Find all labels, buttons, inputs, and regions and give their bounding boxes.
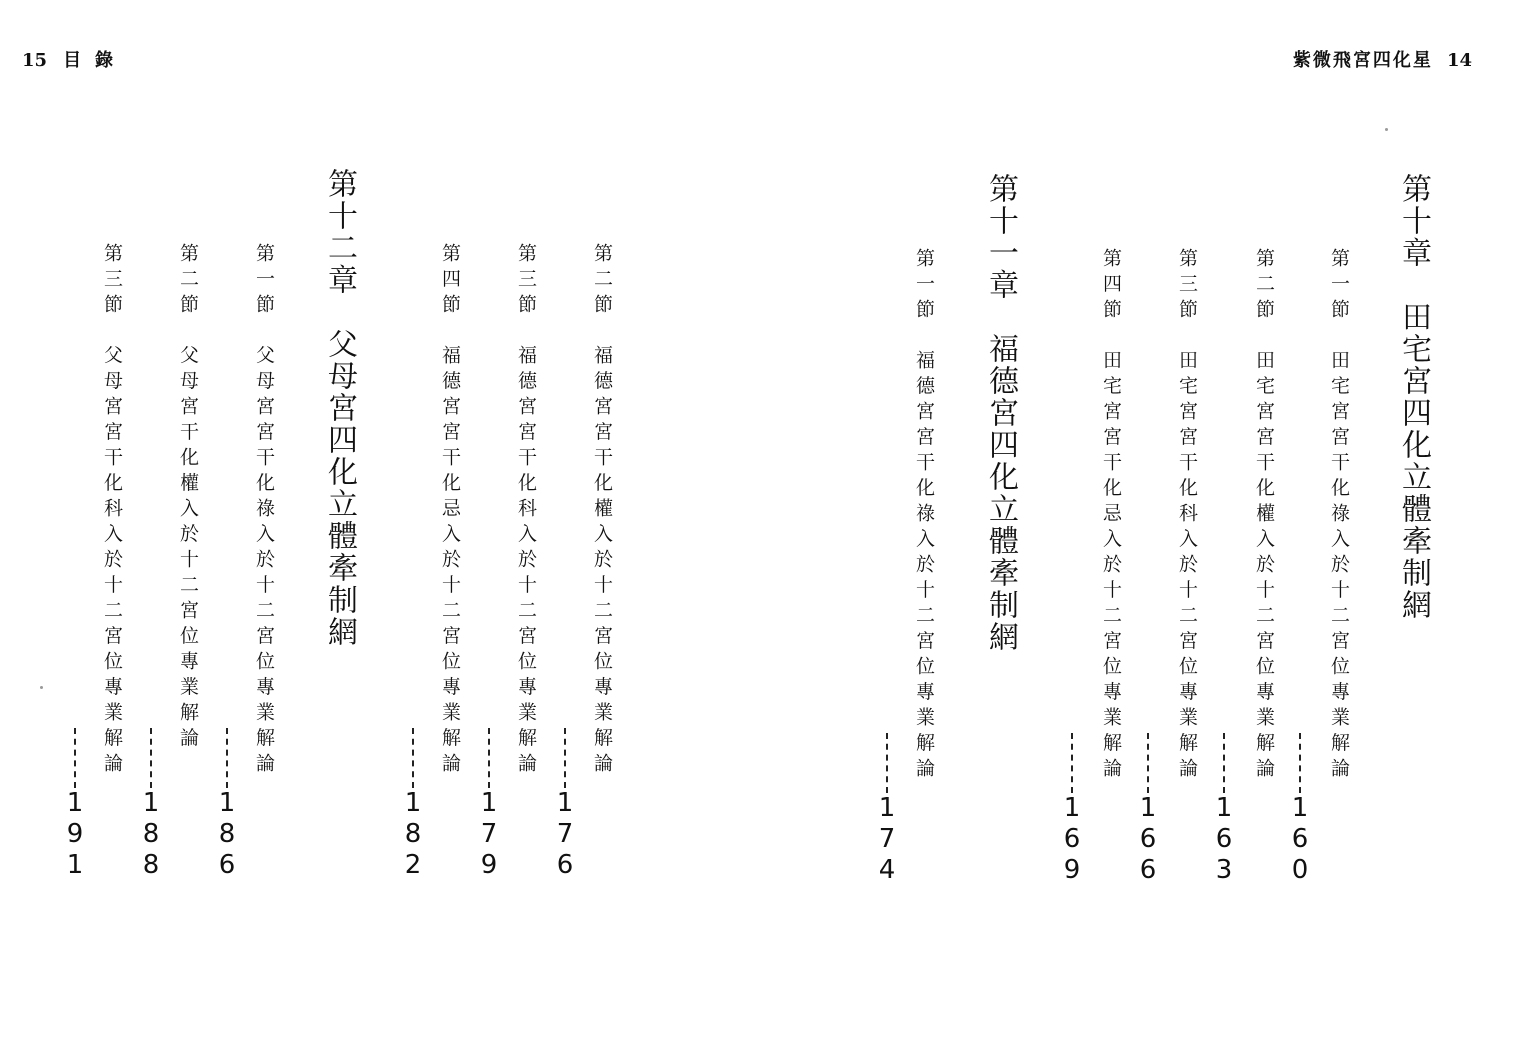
toc-leader bbox=[134, 728, 168, 881]
toc-section[interactable] bbox=[509, 243, 543, 779]
dotted-leader bbox=[1147, 733, 1149, 793]
toc-page-number[interactable]: 174 bbox=[872, 793, 902, 886]
toc-section-title: 第三節 福德宮宮干化科入於十二宮位專業解論 bbox=[515, 243, 537, 779]
toc-section[interactable] bbox=[247, 243, 281, 779]
page-header-right bbox=[1293, 46, 1472, 72]
toc-section-title: 第一節 田宅宮宮干化祿入於十二宮位專業解論 bbox=[1328, 248, 1350, 784]
toc-page-number[interactable]: 163 bbox=[1209, 793, 1239, 886]
page-number: 15 bbox=[22, 50, 48, 71]
page-header-left bbox=[22, 46, 127, 72]
page-number: 14 bbox=[1446, 50, 1472, 71]
toc-section-title: 第二節 父母宮干化權入於十二宮位專業解論 bbox=[177, 243, 199, 753]
toc-leader bbox=[396, 728, 430, 881]
running-title: 目錄 bbox=[63, 50, 128, 71]
toc-leader bbox=[1283, 733, 1317, 886]
toc-chapter-title: 第十一章 福德宮四化立體牽制網 bbox=[983, 173, 1018, 653]
toc-section[interactable] bbox=[433, 243, 467, 779]
toc-chapter[interactable] bbox=[322, 168, 356, 648]
dotted-leader bbox=[1071, 733, 1073, 793]
dotted-leader bbox=[1299, 733, 1301, 793]
toc-page-number[interactable]: 182 bbox=[398, 788, 428, 881]
toc-leader bbox=[472, 728, 506, 881]
toc-page-number[interactable]: 179 bbox=[474, 788, 504, 881]
toc-leader bbox=[58, 728, 92, 881]
toc-section[interactable] bbox=[1247, 248, 1281, 784]
toc-section[interactable] bbox=[1170, 248, 1204, 784]
toc-page-number[interactable]: 188 bbox=[136, 788, 166, 881]
toc-section[interactable] bbox=[95, 243, 129, 779]
toc-page-number[interactable]: 160 bbox=[1285, 793, 1315, 886]
toc-section[interactable] bbox=[1322, 248, 1356, 784]
toc-section[interactable] bbox=[1094, 248, 1128, 784]
dotted-leader bbox=[74, 728, 76, 788]
toc-chapter-title: 第十章 田宅宮四化立體牽制網 bbox=[1396, 173, 1431, 621]
scan-speck bbox=[1385, 128, 1388, 131]
scan-speck bbox=[40, 686, 43, 689]
dotted-leader bbox=[488, 728, 490, 788]
toc-section-title: 第一節 福德宮宮干化祿入於十二宮位專業解論 bbox=[913, 248, 935, 784]
toc-chapter-title: 第十二章 父母宮四化立體牽制網 bbox=[322, 168, 357, 648]
dotted-leader bbox=[226, 728, 228, 788]
dotted-leader bbox=[150, 728, 152, 788]
toc-page-number[interactable]: 176 bbox=[550, 788, 580, 881]
running-title: 紫微飛宮四化星 bbox=[1292, 50, 1433, 71]
toc-page-number[interactable]: 186 bbox=[212, 788, 242, 881]
dotted-leader bbox=[886, 733, 888, 793]
toc-page-number[interactable]: 169 bbox=[1057, 793, 1087, 886]
dotted-leader bbox=[412, 728, 414, 788]
toc-leader bbox=[870, 733, 904, 886]
toc-leader bbox=[1207, 733, 1241, 886]
toc-leader bbox=[548, 728, 582, 881]
toc-section-title: 第四節 福德宮宮干化忌入於十二宮位專業解論 bbox=[439, 243, 461, 779]
toc-section-title: 第四節 田宅宮宮干化忌入於十二宮位專業解論 bbox=[1100, 248, 1122, 784]
toc-section[interactable] bbox=[585, 243, 619, 779]
toc-section[interactable] bbox=[907, 248, 941, 784]
toc-section-title: 第三節 父母宮宮干化科入於十二宮位專業解論 bbox=[101, 243, 123, 779]
toc-page-number[interactable]: 166 bbox=[1133, 793, 1163, 886]
toc-section-title: 第二節 福德宮宮干化權入於十二宮位專業解論 bbox=[591, 243, 613, 779]
dotted-leader bbox=[1223, 733, 1225, 793]
toc-leader bbox=[1131, 733, 1165, 886]
toc-section-title: 第三節 田宅宮宮干化科入於十二宮位專業解論 bbox=[1176, 248, 1198, 784]
toc-section[interactable] bbox=[171, 243, 205, 753]
dotted-leader bbox=[564, 728, 566, 788]
toc-chapter[interactable] bbox=[983, 173, 1017, 653]
right-page bbox=[767, 0, 1534, 1061]
toc-leader bbox=[210, 728, 244, 881]
toc-page-number[interactable]: 191 bbox=[60, 788, 90, 881]
toc-leader bbox=[1055, 733, 1089, 886]
toc-chapter[interactable] bbox=[1396, 173, 1430, 621]
toc-section-title: 第二節 田宅宮宮干化權入於十二宮位專業解論 bbox=[1253, 248, 1275, 784]
toc-section-title: 第一節 父母宮宮干化祿入於十二宮位專業解論 bbox=[253, 243, 275, 779]
